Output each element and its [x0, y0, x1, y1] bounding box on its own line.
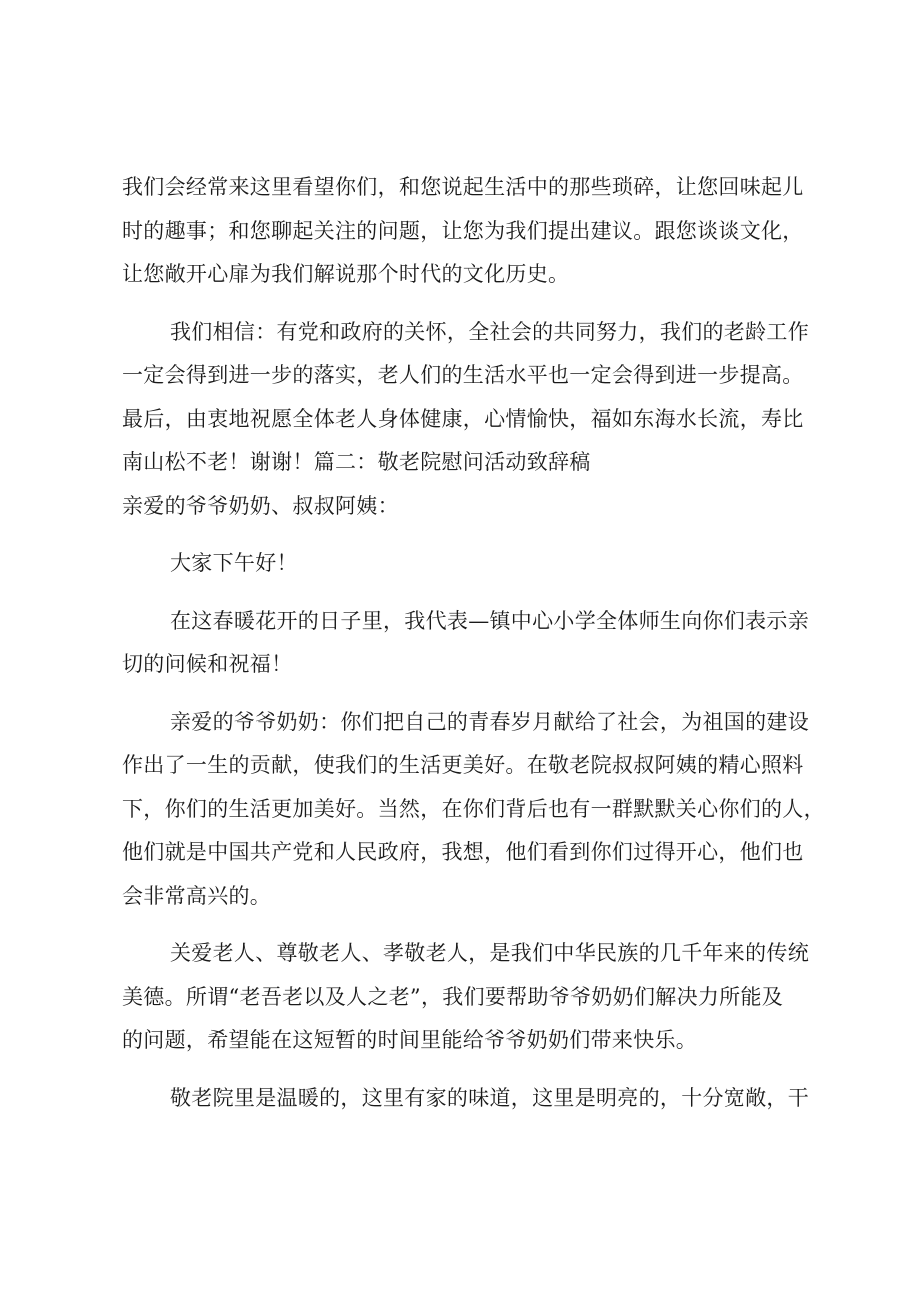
paragraph-1 — [122, 166, 832, 297]
text-line: 亲爱的爷爷奶奶、叔叔阿姨： — [122, 493, 399, 518]
paragraph-gap — [122, 918, 832, 932]
text-line: 南山松不老！谢谢！篇二：敬老院慰问活动致辞稿 — [122, 450, 591, 474]
text-line: 切的问候和祝福！ — [122, 652, 293, 676]
text-line: 一定会得到进一步的落实，老人们的生活水平也一定会得到进一步提高。 — [122, 363, 804, 387]
text-line: 在这春暖花开的日子里，我代表—镇中心小学全体师生向你们表示亲 — [170, 608, 809, 633]
text-line: 关爱老人、尊敬老人、孝敬老人，是我们中华民族的几千年来的传统 — [170, 941, 809, 965]
text-line: 敬老院里是温暖的，这里有家的味道，这里是明亮的，十分宽敞，干 — [170, 1085, 809, 1110]
document-body — [122, 166, 832, 1120]
paragraph-gap — [122, 1063, 832, 1077]
text-line: 作出了一生的贡献，使我们的生活更美好。在敬老院叔叔阿姨的精心照料 — [122, 753, 804, 777]
paragraph-6 — [122, 1077, 832, 1121]
text-line: 时的趣事；和您聊起关注的问题，让您为我们提出建议。跟您谈谈文化， — [122, 218, 804, 243]
paragraph-2 — [122, 311, 832, 485]
text-line: 他们就是中国共产党和人民政府，我想，他们看到你们过得开心，他们也 — [122, 840, 804, 864]
paragraph-gap — [122, 687, 832, 701]
text-line: 下，你们的生活更加美好。当然，在你们背后也有一群默默关心你们的人， — [122, 796, 825, 821]
paragraph-gap — [122, 297, 832, 311]
text-line: 会非常高兴的。 — [122, 883, 272, 908]
text-line: 的问题，希望能在这短暂的时间里能给爷爷奶奶们带来快乐。 — [122, 1028, 698, 1052]
text-line: 美德。所谓“老吾老以及人之老”，我们要帮助爷爷奶奶们解决力所能及 — [122, 984, 784, 1009]
text-line: 亲爱的爷爷奶奶：你们把自己的青春岁月献给了社会，为祖国的建设 — [170, 709, 809, 734]
salutation — [122, 485, 832, 529]
paragraph-gap — [122, 528, 832, 542]
text-line: 我们相信：有党和政府的关怀，全社会的共同努力，我们的老龄工作 — [170, 319, 809, 344]
text-line: 最后，由衷地祝愿全体老人身体健康，心情愉快，福如东海水长流，寿比 — [122, 406, 804, 431]
paragraph-5 — [122, 932, 832, 1063]
text-line: 我们会经常来这里看望你们，和您说起生活中的那些琐碎，让您回味起儿 — [122, 175, 804, 199]
paragraph-4 — [122, 701, 832, 919]
paragraph-3 — [122, 600, 832, 687]
text-line: 大家下午好！ — [170, 551, 298, 575]
paragraph-gap — [122, 586, 832, 600]
text-line: 让您敞开心扉为我们解说那个时代的文化历史。 — [122, 262, 570, 286]
greeting — [122, 542, 832, 586]
